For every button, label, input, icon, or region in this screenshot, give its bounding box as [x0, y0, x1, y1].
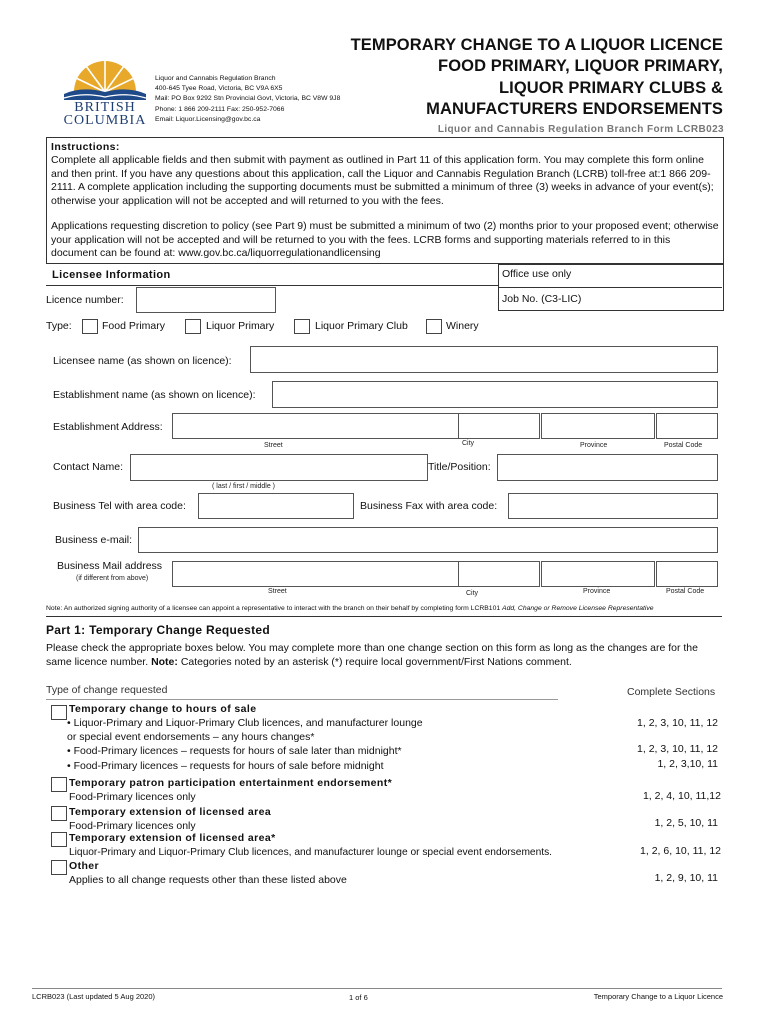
other-change-checkbox[interactable]	[51, 860, 67, 875]
address-line: Liquor and Cannabis Regulation Branch	[155, 75, 276, 82]
footer-form-title: Temporary Change to a Liquor Licence	[593, 992, 723, 1001]
hours-of-sale-checkbox[interactable]	[51, 705, 67, 720]
logo-columbia: COLUMBIA	[63, 113, 147, 128]
address-postal-caption: Postal Code	[664, 442, 703, 449]
licence-number-input[interactable]	[136, 287, 276, 313]
form-title-line: TEMPORARY CHANGE TO A LIQUOR LICENCE	[350, 36, 723, 54]
type-food-primary-label: Food Primary	[102, 320, 166, 332]
business-tel-label: Business Tel with area code:	[53, 500, 186, 512]
title-position-label: Title/Position:	[428, 461, 491, 473]
business-tel-input[interactable]	[198, 493, 354, 519]
bc-sun-icon	[62, 56, 148, 100]
note-form-name: Add, Change or Remove Licensee Representative	[502, 605, 654, 612]
office-use-divider	[498, 287, 722, 288]
title-position-input[interactable]	[497, 454, 718, 481]
extension-food-primary-title: Temporary extension of licensed area	[69, 806, 272, 818]
hours-of-sale-bullet3: • Food-Primary licences – requests for hours of sale before midnight	[67, 760, 384, 772]
address-street-caption: Street	[264, 442, 283, 449]
contact-name-input[interactable]	[130, 454, 428, 481]
business-email-input[interactable]	[138, 527, 718, 553]
address-line: 400-645 Tyee Road, Victoria, BC V9A 6X5	[155, 85, 283, 93]
hours-of-sale-sections3: 1, 2, 3,10, 11	[657, 758, 718, 770]
address-province-caption: Province	[580, 442, 608, 449]
col-type-underline	[46, 699, 558, 700]
branch-address	[155, 74, 340, 125]
address-line: Email: Liquor.Licensing@gov.bc.ca	[155, 115, 261, 123]
establishment-name-label: Establishment name (as shown on licence):	[53, 389, 256, 401]
establishment-name-input[interactable]	[272, 381, 718, 408]
mail-street-caption: Street	[268, 588, 287, 595]
extension-food-primary-desc: Food-Primary licences only	[69, 820, 196, 832]
mail-postal-caption: Postal Code	[666, 588, 705, 595]
type-liquor-primary-club-label: Liquor Primary Club	[315, 320, 408, 332]
type-food-primary-checkbox[interactable]	[82, 319, 98, 334]
mail-street-input[interactable]	[172, 561, 460, 587]
part1-intro-text: Please check the appropriate boxes below. You may complete more than one change section on this form as long as the changes are for the same licence number.	[46, 642, 698, 668]
hours-of-sale-bullet2: • Food-Primary licences – requests for hours of sale later than midnight*	[67, 745, 402, 757]
business-mail-label: Business Mail address	[57, 560, 163, 572]
licensee-heading: Licensee Information	[52, 269, 171, 281]
col-type-header: Type of change requested	[46, 684, 168, 696]
instructions-heading: Instructions:	[51, 141, 120, 153]
logo-british: BRITISH	[74, 100, 136, 115]
mail-province-caption: Province	[583, 588, 611, 595]
address-line: Mail: PO Box 9292 Stn Provincial Govt, Victoria, BC V8W 9J8	[155, 95, 341, 103]
instructions-para2: Applications requesting discretion to policy (see Part 9) must be submitted a minimum of two (2) months prior to your proposed event; otherwise your application will not be accepted and will be returned to you with the fees. LCRB forms and supporting materials referred to in this document can be found at: www.gov.bc.ca/liquorregulationandlicensing	[51, 220, 719, 259]
licensee-name-input[interactable]	[250, 346, 718, 373]
establishment-postal-input[interactable]	[656, 413, 718, 439]
job-no-label: Job No. (C3-LIC)	[502, 293, 582, 305]
hours-of-sale-sections2: 1, 2, 3, 10, 11, 12	[637, 743, 718, 755]
patron-participation-checkbox[interactable]	[51, 777, 67, 792]
bc-logo	[62, 56, 148, 128]
mail-city-caption: City	[466, 590, 479, 597]
type-label: Type:	[46, 320, 72, 332]
patron-participation-title: Temporary patron participation entertainment endorsement*	[69, 777, 393, 789]
hours-of-sale-bullet1-cont: or special event endorsements – any hours changes*	[67, 731, 315, 743]
extension-food-primary-sections: 1, 2, 5, 10, 11	[654, 817, 718, 829]
other-change-sections: 1, 2, 9, 10, 11	[654, 872, 718, 884]
business-fax-label: Business Fax with area code:	[360, 500, 498, 512]
representative-note	[46, 605, 654, 612]
contact-name-label: Contact Name:	[53, 461, 124, 473]
form-id: Liquor and Cannabis Regulation Branch Form LCRB023	[437, 124, 724, 135]
type-liquor-primary-club-checkbox[interactable]	[294, 319, 310, 334]
col-sections-header: Complete Sections	[627, 686, 716, 698]
note-text: Note: An authorized signing authority of a licensee can appoint a representative to interact with the branch on their behalf by completing form LCRB101	[46, 605, 503, 612]
part1-intro-note: Note:	[151, 656, 178, 668]
business-mail-caption: (if different from above)	[76, 575, 149, 582]
licensee-underline	[46, 285, 498, 286]
footer-rule	[32, 988, 722, 989]
mail-postal-input[interactable]	[656, 561, 718, 587]
establishment-address-label: Establishment Address:	[53, 421, 163, 433]
office-use-label: Office use only	[502, 268, 572, 280]
form-title-line: FOOD PRIMARY, LIQUOR PRIMARY,	[438, 57, 723, 75]
patron-participation-sections: 1, 2, 4, 10, 11,12	[642, 790, 721, 802]
part1-heading: Part 1: Temporary Change Requested	[46, 623, 271, 637]
hours-of-sale-bullet1: • Liquor-Primary and Liquor-Primary Club licences, and manufacturer lounge	[67, 717, 423, 729]
business-fax-input[interactable]	[508, 493, 718, 519]
mail-province-input[interactable]	[541, 561, 655, 587]
address-city-caption: City	[462, 440, 475, 447]
type-winery-label: Winery	[446, 320, 479, 332]
type-liquor-primary-label: Liquor Primary	[206, 320, 275, 332]
licence-number-label: Licence number:	[46, 294, 124, 306]
form-title-line: MANUFACTURERS ENDORSEMENTS	[426, 100, 723, 118]
extension-liquor-primary-desc: Liquor-Primary and Liquor-Primary Club licences, and manufacturer lounge or special event endorsements.	[69, 847, 553, 858]
establishment-province-input[interactable]	[541, 413, 655, 439]
part1-intro-note-text: Categories noted by an asterisk (*) require local government/First Nations comment.	[177, 656, 572, 668]
patron-participation-desc: Food-Primary licences only	[69, 791, 196, 803]
extension-liquor-primary-sections: 1, 2, 6, 10, 11, 12	[640, 845, 721, 857]
hours-of-sale-title: Temporary change to hours of sale	[69, 703, 257, 715]
establishment-city-input[interactable]	[458, 413, 540, 439]
note-underline	[46, 616, 722, 617]
instructions-para1: Complete all applicable fields and then submit with payment as outlined in Part 11 of this application form. You may complete this form online and then print. If you have any questions about this application, call the Liquor and Cannabis Regulation Branch (LCRB) toll-free at:1 866 209-2111. A complete application including the supporting documents must be submitted a minimum of three (3) weeks in advance of your event(s); otherwise your application will not be accepted and will returned to you with the fees.	[51, 154, 714, 207]
type-liquor-primary-checkbox[interactable]	[185, 319, 201, 334]
extension-food-primary-checkbox[interactable]	[51, 806, 67, 821]
footer-page-number: 1 of 6	[349, 993, 368, 1002]
other-change-desc: Applies to all change requests other than these listed above	[69, 874, 347, 886]
footer-form-id: LCRB023 (Last updated 5 Aug 2020)	[32, 992, 156, 1001]
form-title-line: LIQUOR PRIMARY CLUBS &	[498, 79, 723, 97]
address-line: Phone: 1 866 209-2111 Fax: 250-952-7066	[155, 105, 285, 113]
other-change-title: Other	[69, 860, 100, 872]
extension-liquor-primary-checkbox[interactable]	[51, 832, 67, 847]
contact-name-caption: ( last / first / middle )	[212, 483, 276, 490]
business-email-label: Business e-mail:	[55, 534, 133, 546]
type-winery-checkbox[interactable]	[426, 319, 442, 334]
mail-city-input[interactable]	[458, 561, 540, 587]
extension-liquor-primary-title: Temporary extension of licensed area*	[69, 832, 276, 844]
licensee-name-label: Licensee name (as shown on licence):	[53, 355, 232, 367]
part1-intro	[46, 641, 722, 669]
hours-of-sale-sections1: 1, 2, 3, 10, 11, 12	[637, 717, 718, 729]
establishment-street-input[interactable]	[172, 413, 460, 439]
